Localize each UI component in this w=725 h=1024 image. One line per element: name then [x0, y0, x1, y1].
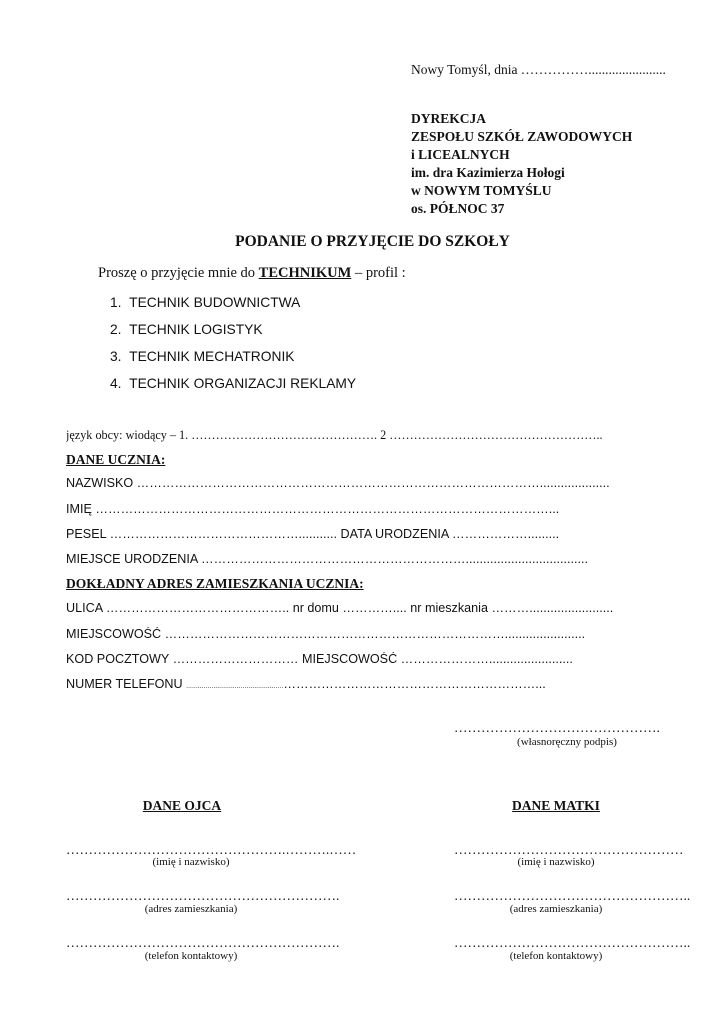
- signature-label: (własnoręczny podpis): [517, 736, 617, 748]
- profile-2: 2. TECHNIK LOGISTYK: [110, 322, 263, 337]
- father-phone-label: (telefon kontaktowy): [144, 950, 238, 962]
- signature-line[interactable]: ……………………………………….: [454, 720, 660, 735]
- request-sentence: [98, 265, 406, 282]
- profile-1: 1. TECHNIK BUDOWNICTWA: [110, 295, 301, 310]
- father-address-line[interactable]: …………………………………………………….: [66, 888, 340, 903]
- pesel-field[interactable]: PESEL ………………………………………........... DATA URODZENIA ……………….........: [66, 527, 560, 541]
- mother-name-label: (imię i nazwisko): [517, 856, 595, 868]
- phone-field[interactable]: [66, 677, 684, 691]
- recipient-line: ZESPOŁU SZKÓŁ ZAWODOWYCH: [411, 129, 633, 144]
- school-type: TECHNIKUM: [258, 265, 352, 281]
- mother-section-heading: DANE MATKI: [512, 798, 600, 813]
- mother-phone-label: (telefon kontaktowy): [509, 950, 603, 962]
- recipient-address: [411, 110, 632, 218]
- recipient-line: i LICEALNYCH: [411, 147, 510, 162]
- mother-name-line[interactable]: ……………………………………………: [454, 842, 684, 857]
- recipient-line: DYREKCJA: [411, 111, 487, 126]
- document-title: PODANIE O PRZYJĘCIE DO SZKOŁY: [235, 233, 510, 250]
- recipient-line: w NOWYM TOMYŚLU: [411, 183, 552, 198]
- surname-field[interactable]: NAZWISKO ……………………………………………………………………………………....................: [66, 476, 610, 490]
- student-section-heading: DANE UCZNIA:: [66, 452, 166, 467]
- recipient-line: im. dra Kazimierza Hołogi: [411, 165, 565, 180]
- recipient-line: os. PÓŁNOC 37: [411, 201, 505, 216]
- request-prefix: Proszę o przyjęcie mnie do: [98, 265, 259, 281]
- postal-code-field[interactable]: KOD POCZTOWY ………………………… MIEJSCOWOŚĆ …………………........................: [66, 652, 573, 666]
- request-suffix: – profil :: [351, 265, 406, 281]
- father-name-line[interactable]: ………………………………………….……….……: [66, 842, 357, 857]
- father-address-label: (adres zamieszkania): [144, 903, 238, 915]
- profile-4: 4. TECHNIK ORGANIZACJI REKLAMY: [110, 376, 357, 391]
- father-name-label: (imię i nazwisko): [152, 856, 230, 868]
- mother-address-label: (adres zamieszkania): [509, 903, 603, 915]
- address-section-heading: DOKŁADNY ADRES ZAMIESZKANIA UCZNIA:: [66, 576, 364, 591]
- phone-label: NUMER TELEFONU: [66, 677, 187, 691]
- mother-address-line[interactable]: ……………………………………………..: [454, 888, 691, 903]
- place-date: Nowy Tomyśl, dnia …………….......................: [411, 62, 666, 77]
- birthplace-field[interactable]: MIEJSCE URODZENIA ………………………………………………………...................................: [66, 552, 588, 566]
- street-field[interactable]: ULICA …………………………………….. nr domu ………….... nr mieszkania ………........................: [66, 601, 614, 615]
- phone-dots: ……………………………………………………...: [283, 677, 546, 691]
- mother-phone-line[interactable]: ……………………………………………..: [454, 935, 691, 950]
- father-phone-line[interactable]: …………………………………………………….: [66, 935, 340, 950]
- phone-dots-small: ..................................................: [186, 683, 284, 690]
- first-name-field[interactable]: IMIĘ ………………………………………………………………………………………………...: [66, 502, 560, 516]
- father-section-heading: DANE OJCA: [142, 798, 222, 813]
- city-field[interactable]: MIEJSCOWOŚĆ ……………………………………………………………………….......................: [66, 627, 586, 641]
- language-field[interactable]: język obcy: wiodący – 1. ………………………………………. 2 ……………………………………………..: [66, 428, 603, 442]
- profile-3: 3. TECHNIK MECHATRONIK: [110, 349, 295, 364]
